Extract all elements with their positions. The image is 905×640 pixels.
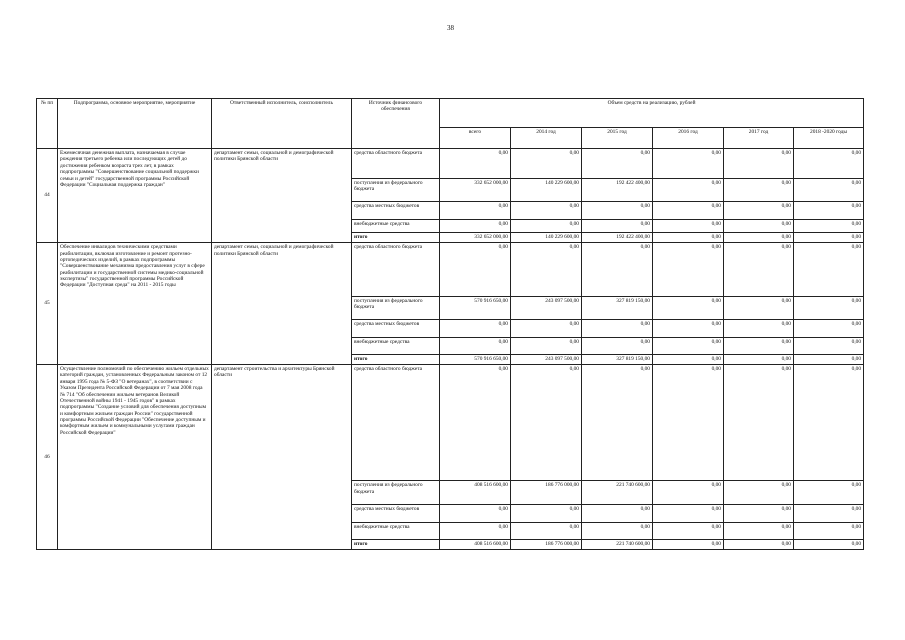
- amount-cell: 0,00: [440, 338, 511, 355]
- funding-source: средства областного бюджета: [352, 365, 440, 481]
- amount-cell: 0,00: [582, 338, 653, 355]
- amount-cell: 408 516 600,00: [440, 481, 511, 504]
- amount-cell: 0,00: [724, 149, 794, 179]
- amount-cell: 332 652 000,00: [440, 233, 511, 243]
- amount-cell: 0,00: [653, 522, 724, 539]
- funding-source: средства местных бюджетов: [352, 504, 440, 522]
- amount-cell: 0,00: [653, 338, 724, 355]
- amount-cell: 140 229 600,00: [511, 233, 582, 243]
- budget-table: [36, 98, 864, 550]
- amount-cell: 570 916 650,00: [440, 296, 511, 319]
- header-year-2014: 2014 год: [511, 127, 582, 148]
- header-year-2015: 2015 год: [582, 127, 653, 148]
- amount-cell: 0,00: [511, 338, 582, 355]
- amount-cell: 0,00: [724, 202, 794, 220]
- amount-cell: 0,00: [724, 296, 794, 319]
- program-description: Осуществление полномочий по обеспечению жильем отдельных категорий граждан, установленных Федеральным законом от 12 января 1995 года № 5-ФЗ "О ветеранах", в соответствии с Указом Президента Российской Федерации от 7 мая 2008 года № 714 "Об обеспечении жильем ветеранов Великой Отечественной войны 1941 - 1945 годов" в рамках подпрограммы "Создание условий для обеспечения доступным и комфортным жильем граждан России" государственной программы Российской Федерации "Обеспечение доступным и комфортным жильем и коммунальными услугами граждан Российской Федерации": [58, 365, 212, 550]
- amount-cell: 0,00: [794, 365, 864, 481]
- amount-cell: 0,00: [582, 319, 653, 337]
- amount-cell: 0,00: [653, 539, 724, 549]
- amount-cell: 140 229 600,00: [511, 178, 582, 201]
- executor: департамент семьи, социальной и демографической политики Брянской области: [212, 149, 352, 243]
- amount-cell: 0,00: [440, 504, 511, 522]
- funding-source: внебюджетные средства: [352, 220, 440, 233]
- amount-cell: 0,00: [511, 149, 582, 179]
- header-year-2016: 2016 год: [653, 127, 724, 148]
- header-year-total: всего: [440, 127, 511, 148]
- amount-cell: 0,00: [724, 355, 794, 365]
- amount-cell: 0,00: [582, 149, 653, 179]
- amount-cell: 408 516 600,00: [440, 539, 511, 549]
- amount-cell: 0,00: [794, 481, 864, 504]
- amount-cell: 0,00: [653, 296, 724, 319]
- amount-cell: 327 819 150,00: [582, 296, 653, 319]
- amount-cell: 0,00: [653, 233, 724, 243]
- funding-source: поступления из федерального бюджета: [352, 296, 440, 319]
- amount-cell: 0,00: [653, 202, 724, 220]
- amount-cell: 0,00: [582, 504, 653, 522]
- amount-cell: 0,00: [653, 355, 724, 365]
- header-source: Источник финансового обеспечения: [352, 99, 440, 149]
- amount-cell: 0,00: [724, 319, 794, 337]
- funding-source: итого: [352, 233, 440, 243]
- amount-cell: 0,00: [440, 220, 511, 233]
- program-description: Обеспечение инвалидов техническими средствами реабилитации, включая изготовление и ремонт протезно-ортопедических изделий, в рамках подпрограммы "Совершенствование механизма предоставления услуг в сфере реабилитации и государственной системы медико-социальной экспертизы" государственной программы Российской Федерации "Доступная среда" на 2011 - 2015 годы: [58, 243, 212, 365]
- header-year-2018-2020: 2018 -2020 годы: [794, 127, 864, 148]
- amount-cell: 0,00: [794, 522, 864, 539]
- amount-cell: 0,00: [794, 355, 864, 365]
- amount-cell: 0,00: [724, 522, 794, 539]
- amount-cell: 0,00: [794, 149, 864, 179]
- amount-cell: 243 097 500,00: [511, 355, 582, 365]
- funding-source: средства местных бюджетов: [352, 202, 440, 220]
- amount-cell: 0,00: [582, 522, 653, 539]
- amount-cell: 0,00: [511, 522, 582, 539]
- amount-cell: 0,00: [653, 481, 724, 504]
- amount-cell: 0,00: [724, 220, 794, 233]
- amount-cell: 0,00: [653, 243, 724, 296]
- amount-cell: 186 776 000,00: [511, 481, 582, 504]
- amount-cell: 221 740 600,00: [582, 481, 653, 504]
- amount-cell: 0,00: [794, 202, 864, 220]
- amount-cell: 0,00: [440, 365, 511, 481]
- amount-cell: 0,00: [794, 178, 864, 201]
- amount-cell: 0,00: [440, 522, 511, 539]
- amount-cell: 0,00: [653, 178, 724, 201]
- funding-source: средства областного бюджета: [352, 149, 440, 179]
- amount-cell: 0,00: [724, 481, 794, 504]
- amount-cell: 0,00: [724, 178, 794, 201]
- amount-cell: 0,00: [653, 504, 724, 522]
- amount-cell: 0,00: [582, 365, 653, 481]
- header-volume: Объем средств на реализацию, рублей: [440, 99, 864, 128]
- funding-source: внебюджетные средства: [352, 338, 440, 355]
- amount-cell: 192 422 400,00: [582, 233, 653, 243]
- header-program: Подпрограмма, основное мероприятие, мероприятие: [58, 99, 212, 149]
- amount-cell: 0,00: [653, 319, 724, 337]
- amount-cell: 0,00: [582, 243, 653, 296]
- page-number: 38: [447, 24, 454, 32]
- row-number: 46: [37, 365, 58, 550]
- header-no: № пп: [37, 99, 58, 149]
- amount-cell: 0,00: [440, 149, 511, 179]
- program-description: Ежемесячная денежная выплата, назначаемая в случае рождения третьего ребенка или последующих детей до достижения ребенком возраста трех лет, в рамках подпрограммы "Совершенствование социальной поддержки семьи и детей" государственной программы Российской Федерации "Социальная поддержка граждан": [58, 149, 212, 243]
- amount-cell: 0,00: [794, 220, 864, 233]
- amount-cell: 327 819 150,00: [582, 355, 653, 365]
- amount-cell: 221 740 600,00: [582, 539, 653, 549]
- amount-cell: 186 776 000,00: [511, 539, 582, 549]
- amount-cell: 570 916 650,00: [440, 355, 511, 365]
- amount-cell: 0,00: [653, 220, 724, 233]
- amount-cell: 0,00: [440, 202, 511, 220]
- amount-cell: 0,00: [724, 338, 794, 355]
- amount-cell: 0,00: [794, 539, 864, 549]
- amount-cell: 332 652 000,00: [440, 178, 511, 201]
- amount-cell: 0,00: [794, 319, 864, 337]
- amount-cell: 0,00: [653, 149, 724, 179]
- funding-source: итого: [352, 355, 440, 365]
- funding-source: итого: [352, 539, 440, 549]
- amount-cell: 0,00: [511, 319, 582, 337]
- header-executor: Ответственный исполнитель, соисполнитель: [212, 99, 352, 149]
- amount-cell: 0,00: [794, 233, 864, 243]
- amount-cell: 0,00: [511, 365, 582, 481]
- amount-cell: 0,00: [511, 202, 582, 220]
- amount-cell: 0,00: [794, 338, 864, 355]
- table-row: [37, 149, 864, 179]
- amount-cell: 0,00: [440, 243, 511, 296]
- amount-cell: 0,00: [511, 220, 582, 233]
- amount-cell: 0,00: [724, 233, 794, 243]
- amount-cell: 192 422 400,00: [582, 178, 653, 201]
- amount-cell: 243 097 500,00: [511, 296, 582, 319]
- row-number: 45: [37, 243, 58, 365]
- header-year-2017: 2017 год: [724, 127, 794, 148]
- amount-cell: 0,00: [794, 243, 864, 296]
- row-number: 44: [37, 149, 58, 243]
- table-row: [37, 365, 864, 481]
- funding-source: средства местных бюджетов: [352, 319, 440, 337]
- amount-cell: 0,00: [582, 220, 653, 233]
- executor: департамент семьи, социальной и демографической политики Брянской области: [212, 243, 352, 365]
- amount-cell: 0,00: [582, 202, 653, 220]
- funding-source: поступления из федерального бюджета: [352, 178, 440, 201]
- table-row: [37, 243, 864, 296]
- amount-cell: 0,00: [794, 504, 864, 522]
- amount-cell: 0,00: [511, 504, 582, 522]
- executor: департамент строительства и архитектуры Брянской области: [212, 365, 352, 550]
- funding-source: внебюджетные средства: [352, 522, 440, 539]
- amount-cell: 0,00: [653, 365, 724, 481]
- amount-cell: 0,00: [724, 243, 794, 296]
- amount-cell: 0,00: [440, 319, 511, 337]
- amount-cell: 0,00: [724, 365, 794, 481]
- funding-source: поступления из федерального бюджета: [352, 481, 440, 504]
- funding-source: средства областного бюджета: [352, 243, 440, 296]
- amount-cell: 0,00: [794, 296, 864, 319]
- amount-cell: 0,00: [724, 504, 794, 522]
- amount-cell: 0,00: [724, 539, 794, 549]
- amount-cell: 0,00: [511, 243, 582, 296]
